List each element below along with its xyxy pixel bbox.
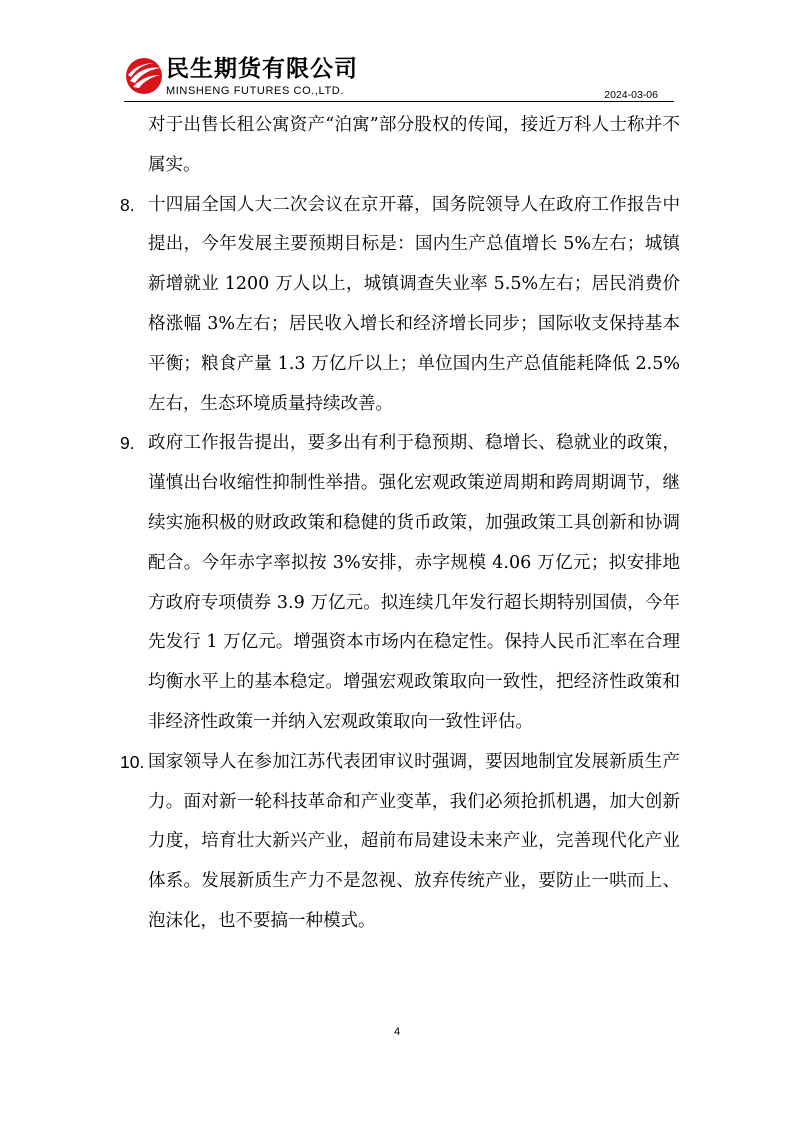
header-rule: [124, 101, 674, 102]
item-number: 8.: [120, 194, 135, 215]
item-number: 10.: [120, 751, 145, 772]
paragraph-text: 十四届全国人大二次会议在京开幕，国务院领导人在政府工作报告中提出，今年发展主要预期目标是：国内生产总值增长 5%左右；城镇新增就业 1200 万人以上，城镇调查失业率 5.5%左右；居民消费价格涨幅 3%左右；居民收入增长和经济增长同步；国际收支保持基本平衡；粮食产量 1.3 万亿斤以上；单位国内生产总值能耗降低 2.5%左右，生态环境质量持续改善。: [148, 194, 680, 414]
paragraph-item-9: [120, 424, 680, 742]
paragraph-continued: [120, 106, 680, 186]
paragraph-text: 国家领导人在参加江苏代表团审议时强调，要因地制宜发展新质生产力。面对新一轮科技革命和产业变革，我们必须抢抓机遇，加大创新力度，培育壮大新兴产业，超前布局建设未来产业，完善现代化产业体系。发展新质生产力不是忽视、放弃传统产业，要防止一哄而上、泡沫化，也不要搞一种模式。: [148, 751, 680, 931]
page-header: [124, 54, 674, 102]
report-date: 2024-03-06: [604, 89, 658, 101]
minsheng-swoosh-logo-icon: [124, 56, 164, 96]
paragraph-text: 政府工作报告提出，要多出有利于稳预期、稳增长、稳就业的政策，谨慎出台收缩性抑制性举措。强化宏观政策逆周期和跨周期调节，继续实施积极的财政政策和稳健的货币政策，加强政策工具创新和协调配合。今年赤字率拟按 3%安排，赤字规模 4.06 万亿元；拟安排地方政府专项债券 3.9 万亿元。拟连续几年发行超长期特别国债，今年先发行 1 万亿元。增强资本市场内在稳定性。保持人民币汇率在合理均衡水平上的基本稳定。增强宏观政策取向一致性，把经济性政策和非经济性政策一并纳入宏观政策取向一致性评估。: [148, 433, 680, 732]
paragraph-text: 对于出售长租公寓资产“泊寓”部分股权的传闻，接近万科人士称并不属实。: [148, 115, 680, 175]
brand-name-cn: 民生期货有限公司: [166, 56, 358, 82]
paragraph-item-10: [120, 743, 680, 942]
paragraph-item-8: [120, 186, 680, 425]
brand-name-en: MINSHENG FUTURES CO.,LTD.: [166, 85, 344, 97]
document-body: [120, 106, 680, 942]
page-number: 4: [393, 1026, 401, 1038]
item-number: 9.: [120, 433, 135, 454]
